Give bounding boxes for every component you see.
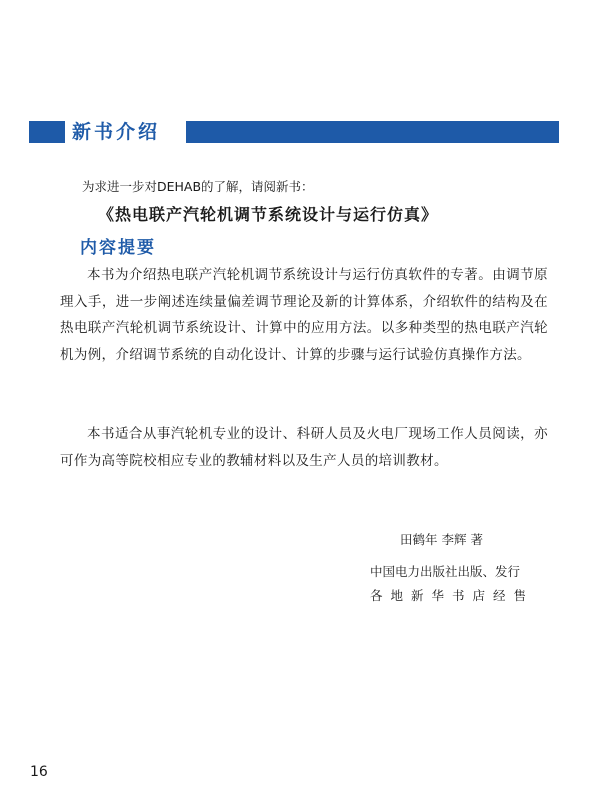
publisher-line: 中国电力出版社出版、发行 <box>370 564 521 579</box>
book-title: 《热电联产汽轮机调节系统设计与运行仿真》 <box>98 205 439 224</box>
seller-line: 各地新华书店经售 <box>370 588 535 603</box>
banner-bar-left <box>29 121 65 143</box>
banner-bar-right <box>186 121 559 143</box>
summary-paragraph-2: 本书适合从事汽轮机专业的设计、科研人员及火电厂现场工作人员阅读，亦可作为高等院校相应专业的教辅材料以及生产人员的培训教材。 <box>60 426 548 469</box>
summary-paragraph-1: 本书为介绍热电联产汽轮机调节系统设计与运行仿真软件的专著。由调节原理入手，进一步阐述连续量偏差调节理论及新的计算体系，介绍软件的结构及在热电联产汽轮机调节系统设计、计算中的应用方法。以多种类型的热电联产汽轮机为例，介绍调节系统的自动化设计、计算的步骤与运行试验仿真操作方法。 <box>60 267 548 363</box>
banner-title: 新书介绍 <box>72 121 161 143</box>
section-banner <box>29 121 559 143</box>
section-heading: 内容提要 <box>80 238 156 258</box>
page-number: 16 <box>30 764 48 780</box>
author-line: 田鹤年 李辉 著 <box>400 532 483 547</box>
intro-text: 为求进一步对DEHAB的了解，请阅新书： <box>82 179 314 194</box>
